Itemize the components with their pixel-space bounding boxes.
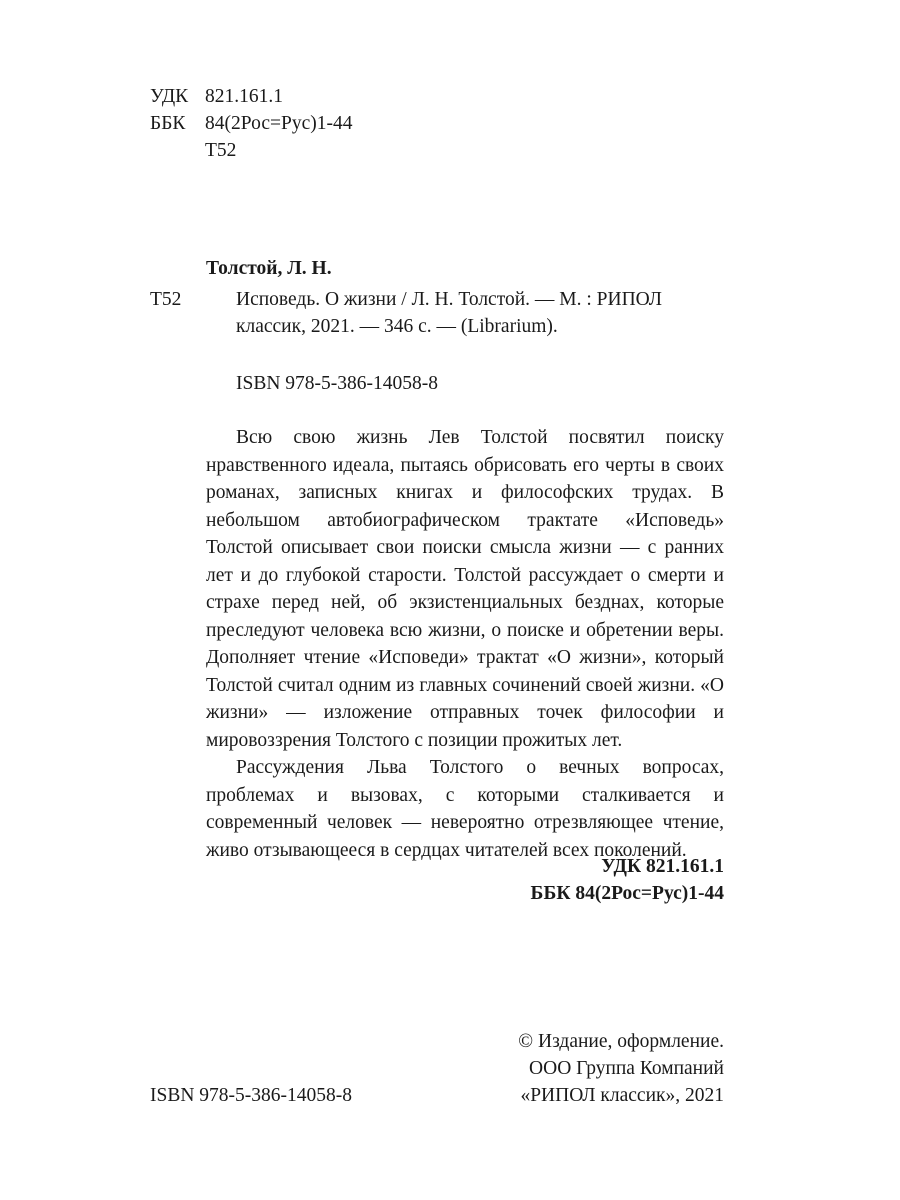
bbk-line — [150, 110, 352, 137]
bottom-classification — [531, 853, 724, 907]
copyright-line-2: ООО Группа Компаний — [529, 1058, 724, 1079]
annotation-paragraph-2: Рассуждения Льва Толстого о вечных вопросах, проблемах и вызовах, с которыми сталкивается и современный человек — невероятно отрезвляющее чтение, живо отзывающееся в сердцах читателей всех поколений. — [206, 757, 724, 861]
bibliographic-line-2: классик, 2021. — 346 с. — (Librarium). — [236, 316, 558, 337]
bbk-value: 84(2Рос=Рус)1-44 — [205, 113, 353, 134]
copyright-block — [518, 1028, 724, 1109]
udk-line — [150, 83, 352, 110]
bibliographic-description — [236, 286, 736, 340]
bottom-udk: УДК 821.161.1 — [601, 856, 724, 877]
bottom-bbk: ББК 84(2Рос=Рус)1-44 — [530, 883, 724, 904]
bbk-label: ББК — [150, 113, 186, 134]
annotation-paragraph-1: Всю свою жизнь Лев Толстой посвятил поиску нравственного идеала, пытаясь обрисовать его черты в своих романах, записных книгах и философских трудах. В небольшом автобиографическом трактате «Исповедь» Толстой описывает свои поиски смысла жизни — с ранних лет и до глубокой старости. Толстой рассуждает о смерти и страхе перед ней, об экзистенциальных безднах, которые преследуют человека всю жизни, о поиске и обретении веры. Дополняет чтение «Исповеди» трактат «О жизни», который Толстой считал одним из главных сочинений своей жизни. «О жизни» — изложение отправных точек философии и мировоззрения Толстого с позиции прожитых лет. — [206, 427, 724, 751]
copyright-line-1: © Издание, оформление. — [518, 1031, 724, 1052]
udk-value: 821.161.1 — [205, 86, 283, 107]
author-heading: Толстой, Л. Н. — [206, 258, 332, 279]
copyright-line-3: «РИПОЛ классик», 2021 — [520, 1085, 724, 1106]
bibliographic-line-1: Исповедь. О жизни / Л. Н. Толстой. — М. : РИПОЛ — [236, 289, 663, 310]
author-mark-line — [150, 137, 352, 164]
author-mark-top: Т52 — [205, 140, 237, 161]
isbn-footer: ISBN 978-5-386-14058-8 — [150, 1085, 353, 1106]
isbn-record: ISBN 978-5-386-14058-8 — [236, 373, 439, 394]
top-classification — [150, 83, 352, 164]
udk-label: УДК — [150, 86, 189, 107]
author-mark: Т52 — [150, 289, 182, 310]
annotation — [206, 424, 724, 864]
